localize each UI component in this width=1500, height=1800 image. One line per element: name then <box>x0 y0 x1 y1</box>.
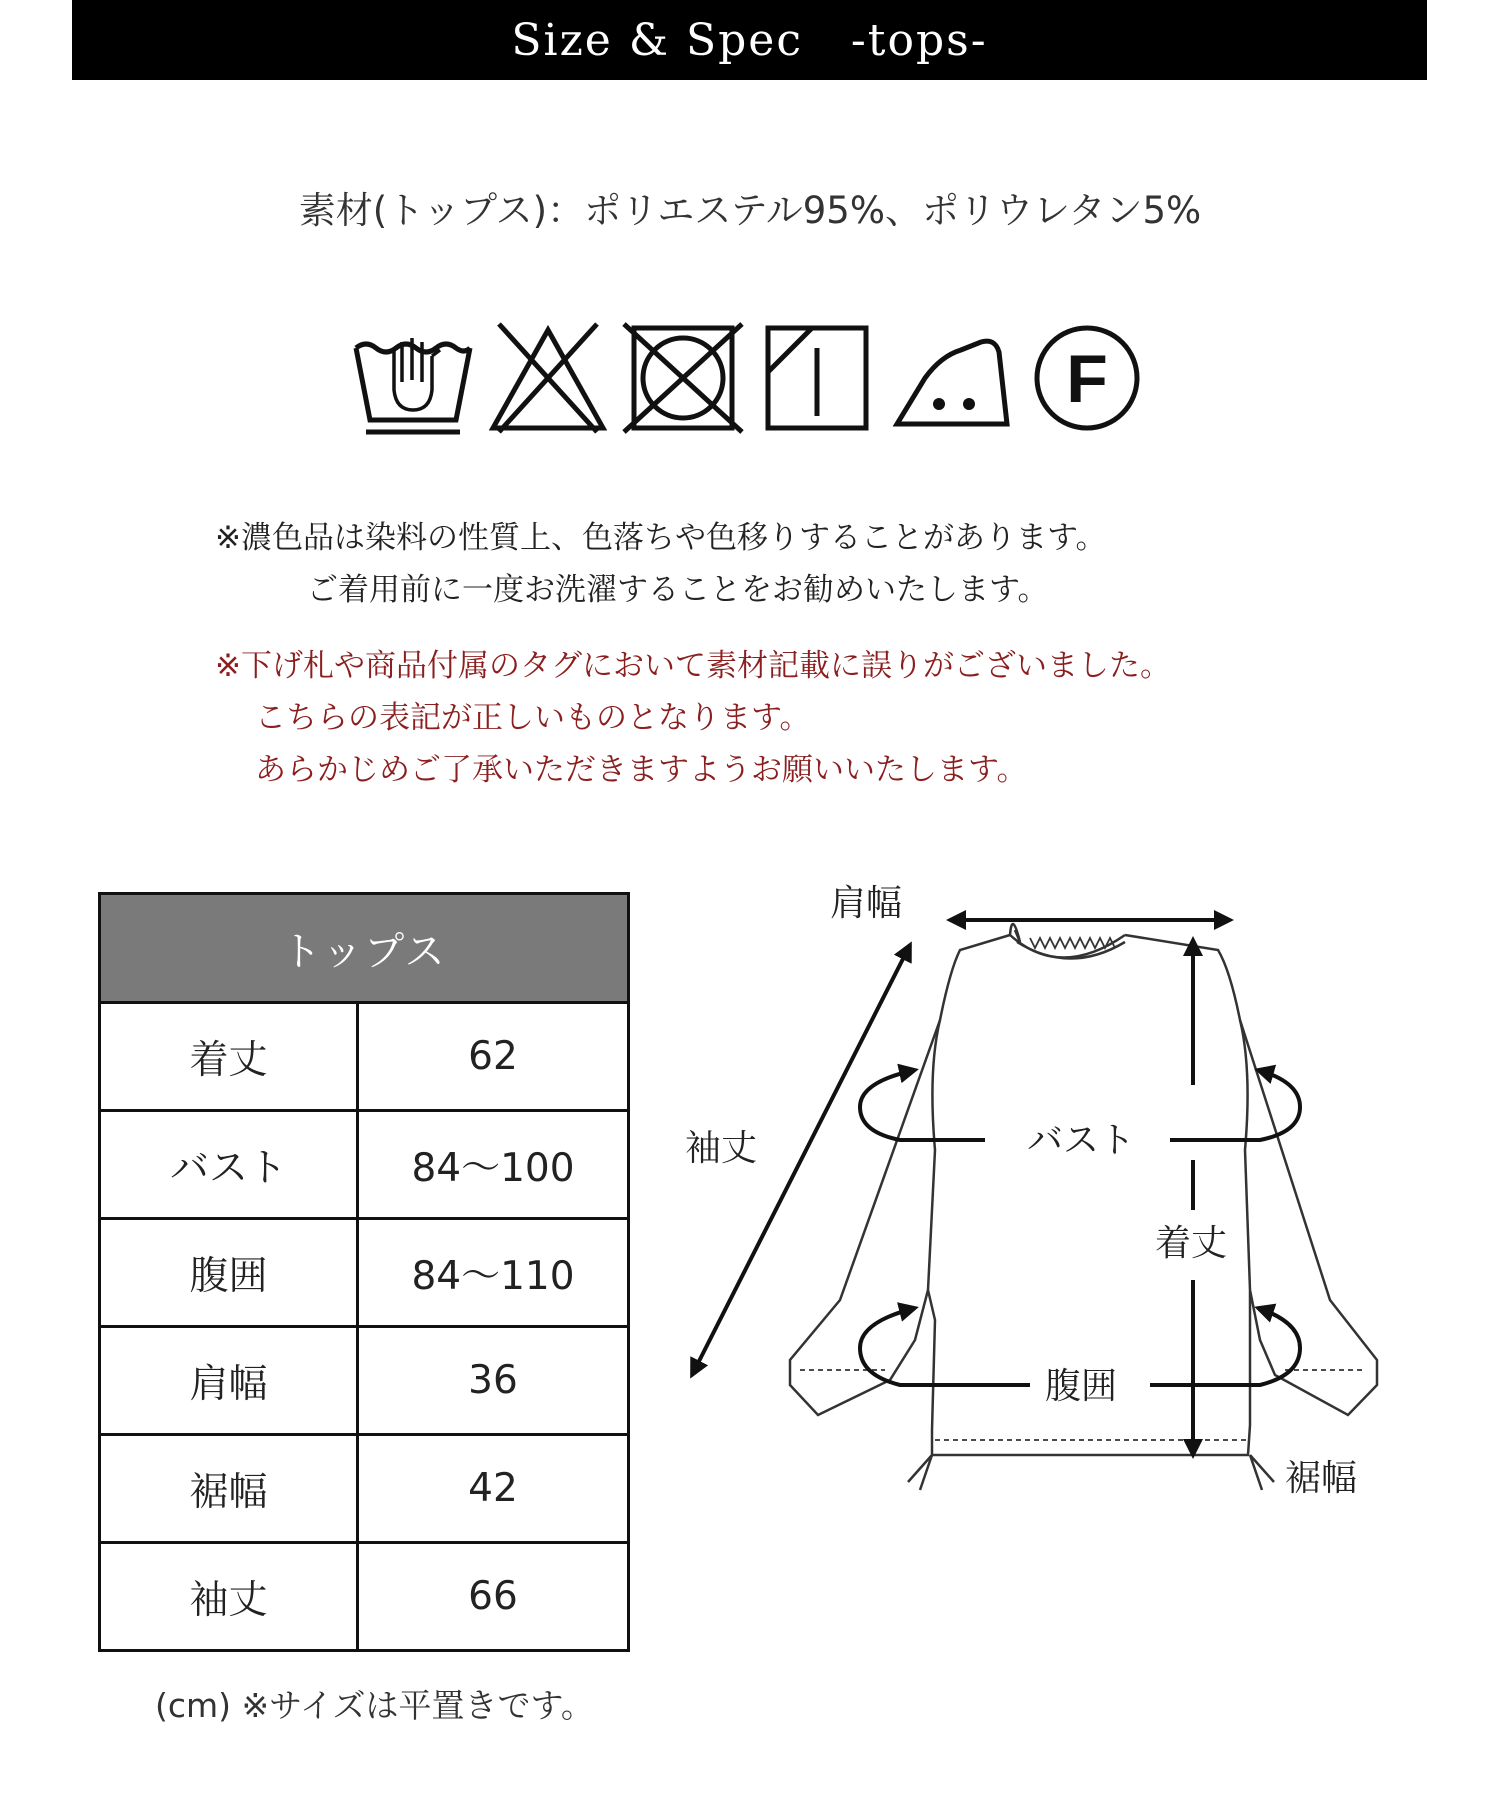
care-note <box>215 512 1107 616</box>
table-row <box>100 1111 629 1219</box>
diagram-label-waist: 腹囲 <box>1045 1366 1118 1407</box>
diagram-label-length: 着丈 <box>1155 1223 1228 1264</box>
diagram-label-sleeve: 袖丈 <box>685 1128 758 1169</box>
correction-note-line-1: ※下げ札や商品付属のタグにおいて素材記載に誤りがございました。 <box>215 648 1171 684</box>
diagram-label-bust: バスト <box>1027 1120 1136 1161</box>
size-footnote: (cm) ※サイズは平置きです。 <box>155 1686 594 1725</box>
table-row <box>100 1219 629 1327</box>
table-row <box>100 1327 629 1435</box>
care-icons <box>350 318 1150 438</box>
size-label: 着丈 <box>100 1003 358 1111</box>
diagram-label-hem: 裾幅 <box>1285 1458 1358 1499</box>
page-banner <box>72 0 1427 80</box>
banner-title: Size & Spec -tops- <box>511 14 988 66</box>
waist-loop-left <box>860 1308 1030 1385</box>
dry-clean-f-icon <box>1024 320 1150 436</box>
no-tumble-dry-icon <box>620 320 746 436</box>
table-row <box>100 1435 629 1543</box>
bust-loop-right <box>1170 1070 1300 1140</box>
hand-wash-icon <box>350 320 476 436</box>
size-value: 62 <box>358 1003 629 1111</box>
size-label: 裾幅 <box>100 1435 358 1543</box>
bust-loop-left <box>860 1070 985 1140</box>
correction-note <box>215 640 1171 796</box>
size-label: 袖丈 <box>100 1543 358 1651</box>
size-table-header-row <box>100 894 629 1003</box>
care-note-line-2: ご着用前に一度お洗濯することをお勧めいたします。 <box>307 572 1049 608</box>
size-label: 肩幅 <box>100 1327 358 1435</box>
size-value: 84〜100 <box>358 1111 629 1219</box>
size-table-header: トップス <box>100 894 629 1003</box>
size-value: 42 <box>358 1435 629 1543</box>
material-line: 素材(トップス)：ポリエステル95%、ポリウレタン5% <box>298 189 1202 232</box>
size-table <box>98 892 630 1652</box>
size-value: 84〜110 <box>358 1219 629 1327</box>
waist-loop-right <box>1150 1308 1300 1385</box>
size-value: 36 <box>358 1327 629 1435</box>
no-bleach-icon <box>485 320 611 436</box>
correction-note-line-3: あらかじめご了承いただきますようお願いいたします。 <box>255 752 1028 788</box>
diagram-label-shoulder: 肩幅 <box>830 883 903 924</box>
size-label: 腹囲 <box>100 1219 358 1327</box>
iron-medium-icon <box>889 320 1015 436</box>
care-note-line-1: ※濃色品は染料の性質上、色落ちや色移りすることがあります。 <box>215 520 1107 556</box>
garment-diagram <box>660 870 1470 1550</box>
correction-note-line-2: こちらの表記が正しいものとなります。 <box>255 700 811 736</box>
table-row <box>100 1543 629 1651</box>
size-label: バスト <box>100 1111 358 1219</box>
dry-clean-letter: F <box>1066 341 1108 417</box>
table-row <box>100 1003 629 1111</box>
size-value: 66 <box>358 1543 629 1651</box>
line-dry-shade-icon <box>754 320 880 436</box>
